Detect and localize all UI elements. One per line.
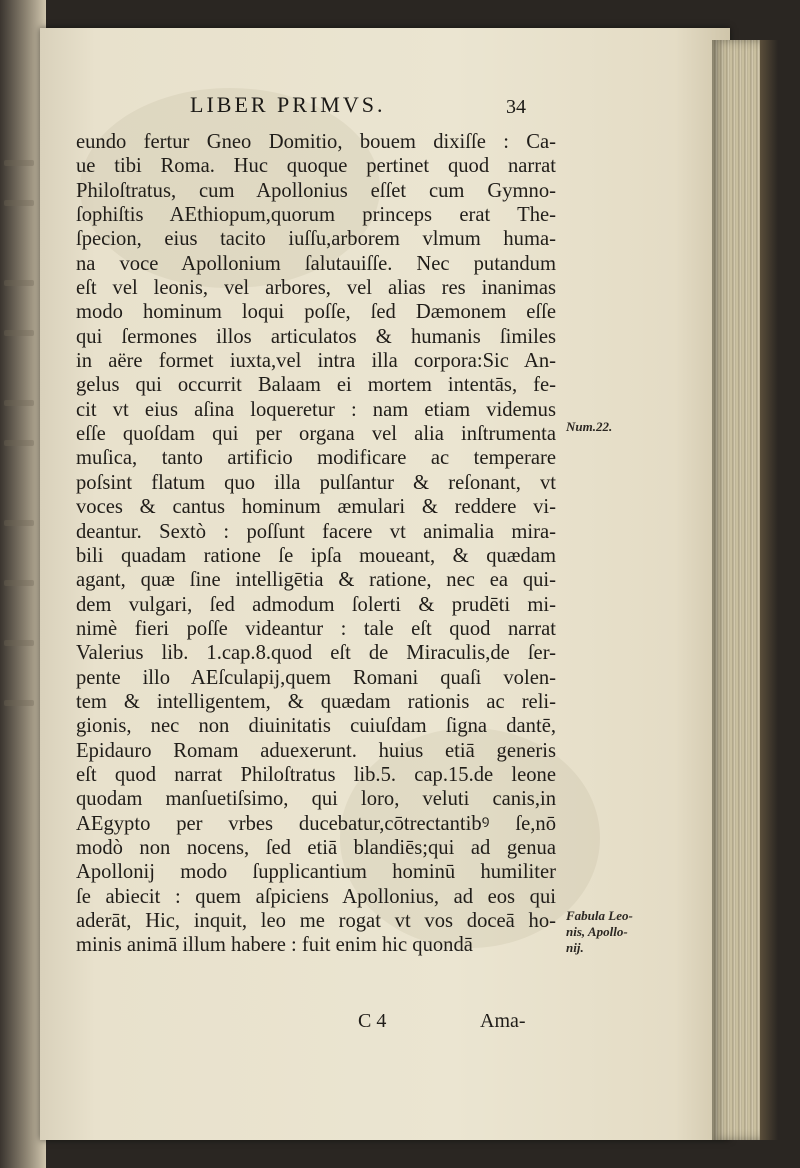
text-line: in aëre formet iuxta,vel intra illa corpora:Sic An- [76,350,556,373]
text-line: modò non nocens, ſed etiā blandiēs;qui ad genua [76,836,556,859]
page-footer [76,1010,556,1036]
text-line: eſt vel leonis, vel arbores, vel alias res inanimas [76,277,556,300]
text-line: eſt quod narrat Philoſtratus lib.5. cap.15.de leone [76,763,556,786]
margin-note-fabula-line: nij. [566,940,584,955]
text-line: na voce Apollonium ſalutauiſſe. Nec putandum [76,252,556,275]
text-line: gionis, nec non diuinitatis cuiuſdam ſigna dantē, [76,715,556,738]
margin-note-fabula-line: Fabula Leo- [566,908,633,923]
text-line: Valerius lib. 1.cap.8.quod eſt de Miraculis,de ſer- [76,642,556,665]
text-line: tem & intelligentem, & quædam rationis ac reli- [76,690,556,713]
text-line: quodam manſuetiſsimo, qui loro, veluti canis,in [76,788,556,811]
text-line: aderāt, Hic, inquit, leo me rogat vt vos doceā ho- [76,910,556,932]
text-line: minis animā illum habere : fuit enim hic quondā [76,934,473,957]
text-line: AEgypto per vrbes ducebatur,cōtrectantibꝰ ſe,nō [76,812,556,835]
text-line: pente illo AEſculapij,quem Romani quaſi volen- [76,666,556,689]
text-line: dem vulgari, ſed admodum ſolerti & prudēti mi- [76,593,556,616]
text-line: voces & cantus hominum æmulari & reddere vi- [76,496,556,519]
text-line: deantur. Sextò : poſſunt facere vt animalia mira- [76,520,556,543]
text-line: eundo fertur Gneo Domitio, bouem dixiſſe : Ca- [76,131,556,153]
text-line: ue tibi Roma. Huc quoque pertinet quod narrat [76,155,556,178]
text-line: cit vt eius aſina loqueretur : nam etiam videmus [76,398,556,421]
margin-note-num: Num.22. [566,419,613,434]
signature-mark: C 4 [358,1010,387,1032]
text-line: Philoſtratus, cum Apollonius eſſet cum Gymno- [76,179,556,202]
running-head [190,92,526,122]
catchword: Ama- [480,1010,526,1032]
text-line: poſsint flatum quo illa pulſantur & reſonant, vt [76,471,556,494]
folio-number: 34 [506,96,526,118]
text-line: modo hominum loqui poſſe, ſed Dæmonem eſſe [76,301,556,324]
text-line: gelus qui occurrit Balaam ei mortem intentās, fe- [76,374,556,397]
text-line: ſpecion, eius tacito iuſſu,arborem vlmum huma- [76,228,556,251]
text-line: ſe abiecit : quem aſpiciens Apollonius, ad eos qui [76,885,556,908]
text-line: ſophiſtis AEthiopum,quorum princeps erat The- [76,204,556,227]
text-line: muſica, tanto artificio modificare ac temperare [76,447,556,470]
margin-note-fabula [566,908,656,956]
binding-shadow [760,40,778,1140]
text-line: Apollonij modo ſupplicantium hominū humiliter [76,861,556,884]
text-line: bili quadam ratione ſe ipſa moueant, & quædam [76,544,556,567]
running-head-title: LIBER PRIMVS. [190,92,386,117]
text-line: nimè fieri poſſe videantur : tale eſt quod narrat [76,617,556,640]
text-line: Epidauro Romam aduexerunt. huius etiā generis [76,739,556,762]
text-line: qui ſermones illos articulatos & humanis ſimiles [76,325,556,348]
margin-note-fabula-line: nis, Apollo- [566,924,628,939]
text-line: eſſe quoſdam qui per organa vel alia inſtrumenta [76,423,556,446]
body-text [76,130,556,958]
text-line: agant, quæ ſine intelligētia & ratione, nec ea qui- [76,569,556,592]
